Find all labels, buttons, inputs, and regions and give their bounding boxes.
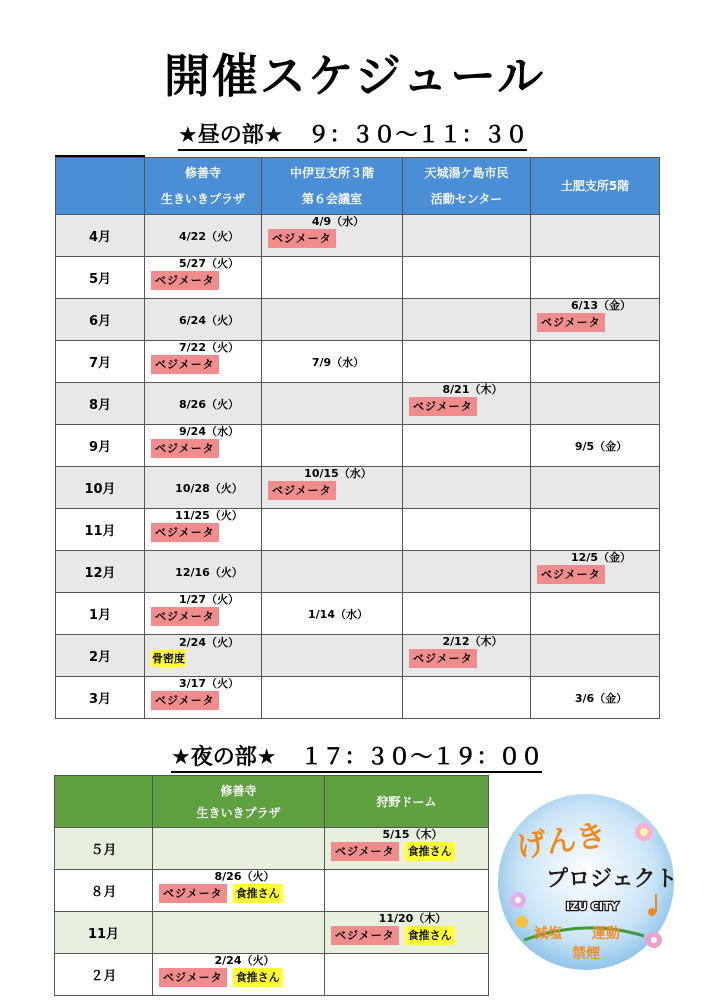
flower-icon	[510, 892, 526, 908]
note-badge: 骨密度	[152, 652, 185, 665]
vegimeter-badge: ベジメータ	[268, 229, 336, 248]
schedule-cell	[145, 341, 262, 383]
schedule-cell	[145, 509, 262, 551]
date-text: 7/9（水）	[311, 355, 365, 369]
schedule-cell	[262, 257, 403, 299]
table-row	[56, 257, 660, 299]
month-cell: 2月	[56, 635, 145, 677]
table-row	[56, 341, 660, 383]
tag-line	[145, 650, 261, 667]
vegimeter-badge: ベジメータ	[409, 649, 477, 668]
schedule-cell	[531, 509, 660, 551]
tag-line	[262, 481, 402, 500]
month-cell: ２月	[55, 954, 153, 996]
table-row	[56, 383, 660, 425]
table-row	[56, 509, 660, 551]
schedule-cell	[531, 677, 660, 719]
date-text: 4/22（火）	[179, 229, 239, 243]
schedule-cell	[145, 299, 262, 341]
month-cell: 8月	[56, 383, 145, 425]
table-row	[56, 425, 660, 467]
flower-icon	[635, 823, 653, 841]
table-row	[55, 912, 489, 954]
date-text: 11/20（木）	[378, 912, 447, 925]
vegimeter-badge: ベジメータ	[151, 271, 219, 290]
tag-line	[262, 229, 402, 248]
tag-line	[153, 884, 324, 903]
date-text: 1/27（火）	[179, 593, 239, 606]
page-title: 開催スケジュール	[163, 49, 546, 103]
tag-line	[145, 439, 261, 458]
schedule-cell	[531, 215, 660, 257]
vegimeter-badge: ベジメータ	[537, 565, 605, 584]
schedule-cell	[325, 870, 489, 912]
logo-text-genki: げんき	[514, 817, 609, 866]
schedule-cell	[145, 425, 262, 467]
night-heading-time: １７：３０～１９：００	[300, 745, 543, 770]
genki-project-logo	[494, 790, 679, 975]
flower-icon	[646, 932, 662, 948]
date-text: 8/21（木）	[442, 383, 503, 396]
vegimeter-badge: ベジメータ	[159, 968, 227, 987]
month-cell: 3月	[56, 677, 145, 719]
day-heading-time: ９：３０～１１：３０	[307, 123, 528, 148]
vegimeter-badge: ベジメータ	[409, 397, 477, 416]
logo-slogan-undo: 運動	[592, 926, 620, 942]
date-text: 8/26（火）	[214, 870, 275, 883]
schedule-cell	[403, 425, 531, 467]
schedule-cell	[145, 551, 262, 593]
table-row	[56, 677, 660, 719]
venue-header-kano-dome: 狩野ドーム	[325, 776, 489, 828]
vegimeter-badge: ベジメータ	[151, 691, 219, 710]
schedule-cell	[531, 299, 660, 341]
date-text: 5/15（木）	[382, 828, 443, 841]
schedule-cell	[145, 677, 262, 719]
table-header-row	[56, 158, 660, 215]
vegimeter-badge: ベジメータ	[151, 439, 219, 458]
schedule-cell	[403, 677, 531, 719]
date-text: 8/26（火）	[179, 397, 239, 411]
month-cell: 11月	[55, 912, 153, 954]
schedule-cell	[531, 593, 660, 635]
logo-text-project: プロジェクト	[546, 867, 678, 892]
table-row	[55, 954, 489, 996]
venue-header-amagi: 天城湯ケ島市民 活動センター	[403, 158, 531, 215]
date-text: 12/16（火）	[175, 565, 243, 579]
shokusui-badge: 食推さん	[233, 968, 283, 987]
day-section-heading	[178, 118, 527, 149]
shokusui-badge: 食推さん	[233, 884, 283, 903]
month-cell: 9月	[56, 425, 145, 467]
date-text: 9/5（金）	[574, 439, 628, 453]
tag-line	[145, 607, 261, 626]
schedule-cell	[403, 593, 531, 635]
night-section-heading	[171, 740, 542, 771]
date-text: 1/14（水）	[308, 607, 368, 621]
month-cell: 7月	[56, 341, 145, 383]
schedule-cell	[325, 912, 489, 954]
month-cell: 1月	[56, 593, 145, 635]
table-row	[56, 467, 660, 509]
schedule-cell	[153, 870, 325, 912]
tag-line	[325, 926, 488, 945]
month-cell: 5月	[56, 257, 145, 299]
date-text: 6/24（火）	[179, 313, 239, 327]
schedule-cell	[262, 509, 403, 551]
schedule-cell	[325, 828, 489, 870]
schedule-cell	[403, 383, 531, 425]
month-header-cell	[56, 158, 145, 215]
table-row	[56, 551, 660, 593]
logo-slogan-genen: 減塩	[534, 926, 562, 942]
month-cell: 4月	[56, 215, 145, 257]
schedule-cell	[262, 635, 403, 677]
month-cell: 6月	[56, 299, 145, 341]
schedule-cell	[262, 467, 403, 509]
tag-line	[325, 842, 488, 861]
schedule-cell	[531, 341, 660, 383]
table-row	[56, 215, 660, 257]
date-text: 7/22（火）	[179, 341, 239, 354]
date-text: 3/6（金）	[574, 691, 628, 705]
date-text: 10/15（水）	[304, 467, 372, 480]
table-row	[55, 828, 489, 870]
vegimeter-badge: ベジメータ	[331, 926, 399, 945]
schedule-cell	[403, 341, 531, 383]
month-cell: 11月	[56, 509, 145, 551]
schedule-cell	[403, 467, 531, 509]
schedule-cell	[145, 383, 262, 425]
schedule-cell	[262, 551, 403, 593]
flower-icon	[516, 916, 528, 928]
date-text: 2/24（火）	[179, 636, 239, 649]
schedule-cell	[262, 383, 403, 425]
schedule-cell	[325, 954, 489, 996]
month-cell: ８月	[55, 870, 153, 912]
schedule-cell	[531, 425, 660, 467]
schedule-cell	[262, 299, 403, 341]
schedule-cell	[145, 215, 262, 257]
tag-line	[403, 649, 530, 668]
date-text: 5/27（火）	[179, 257, 239, 270]
tag-line	[403, 397, 530, 416]
schedule-cell	[403, 509, 531, 551]
vegimeter-badge: ベジメータ	[331, 842, 399, 861]
schedule-cell	[262, 425, 403, 467]
schedule-cell	[153, 828, 325, 870]
vegimeter-badge: ベジメータ	[537, 313, 605, 332]
schedule-cell	[531, 467, 660, 509]
schedule-cell	[145, 467, 262, 509]
table-row	[56, 635, 660, 677]
date-text: 10/28（火）	[175, 481, 243, 495]
date-text: 11/25（火）	[175, 509, 243, 522]
month-cell: 12月	[56, 551, 145, 593]
schedule-cell	[403, 257, 531, 299]
night-heading-label: ★夜の部★	[171, 745, 277, 770]
schedule-cell	[403, 551, 531, 593]
venue-header-nakaizu: 中伊豆支所３階 第６会議室	[262, 158, 403, 215]
venue-header-shuzenji: 修善寺 生きいきプラザ	[153, 776, 325, 828]
day-heading-label: ★昼の部★	[178, 123, 284, 148]
month-cell: 10月	[56, 467, 145, 509]
month-cell: ５月	[55, 828, 153, 870]
schedule-cell	[531, 635, 660, 677]
schedule-cell	[262, 593, 403, 635]
date-text: 3/17（火）	[179, 677, 239, 690]
tag-line	[145, 691, 261, 710]
logo-city: IZU CITY	[566, 900, 619, 913]
date-text: 12/5（金）	[571, 551, 631, 564]
schedule-cell	[531, 383, 660, 425]
day-schedule-table	[55, 157, 660, 719]
schedule-cell	[145, 257, 262, 299]
vegimeter-badge: ベジメータ	[151, 607, 219, 626]
schedule-cell	[153, 954, 325, 996]
date-text: 6/13（金）	[571, 299, 631, 312]
logo-slogan-kinen: 禁煙	[572, 946, 600, 962]
night-schedule-table	[54, 775, 489, 996]
schedule-cell	[403, 299, 531, 341]
tag-line	[531, 565, 659, 584]
table-row	[55, 870, 489, 912]
schedule-cell	[403, 215, 531, 257]
vegimeter-badge: ベジメータ	[159, 884, 227, 903]
schedule-cell	[145, 593, 262, 635]
shokusui-badge: 食推さん	[405, 926, 455, 945]
schedule-cell	[262, 341, 403, 383]
table-header-row	[55, 776, 489, 828]
date-text: 9/24（水）	[179, 425, 239, 438]
venue-header-shuzenji: 修善寺 生きいきプラザ	[145, 158, 262, 215]
tag-line	[153, 968, 324, 987]
table-row	[56, 593, 660, 635]
date-text: 4/9（水）	[311, 215, 365, 228]
schedule-cell	[153, 912, 325, 954]
schedule-cell	[531, 257, 660, 299]
vegimeter-badge: ベジメータ	[151, 523, 219, 542]
vegimeter-badge: ベジメータ	[268, 481, 336, 500]
tag-line	[531, 313, 659, 332]
schedule-cell	[262, 215, 403, 257]
schedule-cell	[262, 677, 403, 719]
tag-line	[145, 271, 261, 290]
shokusui-badge: 食推さん	[405, 842, 455, 861]
schedule-cell	[403, 635, 531, 677]
tag-line	[145, 523, 261, 542]
table-row	[56, 299, 660, 341]
month-header-cell	[55, 776, 153, 828]
tag-line	[145, 355, 261, 374]
venue-header-toi: 土肥支所5階	[531, 158, 660, 215]
date-text: 2/24（火）	[214, 954, 275, 967]
date-text: 2/12（木）	[442, 635, 503, 648]
vegimeter-badge: ベジメータ	[151, 355, 219, 374]
schedule-cell	[531, 551, 660, 593]
schedule-cell	[145, 635, 262, 677]
